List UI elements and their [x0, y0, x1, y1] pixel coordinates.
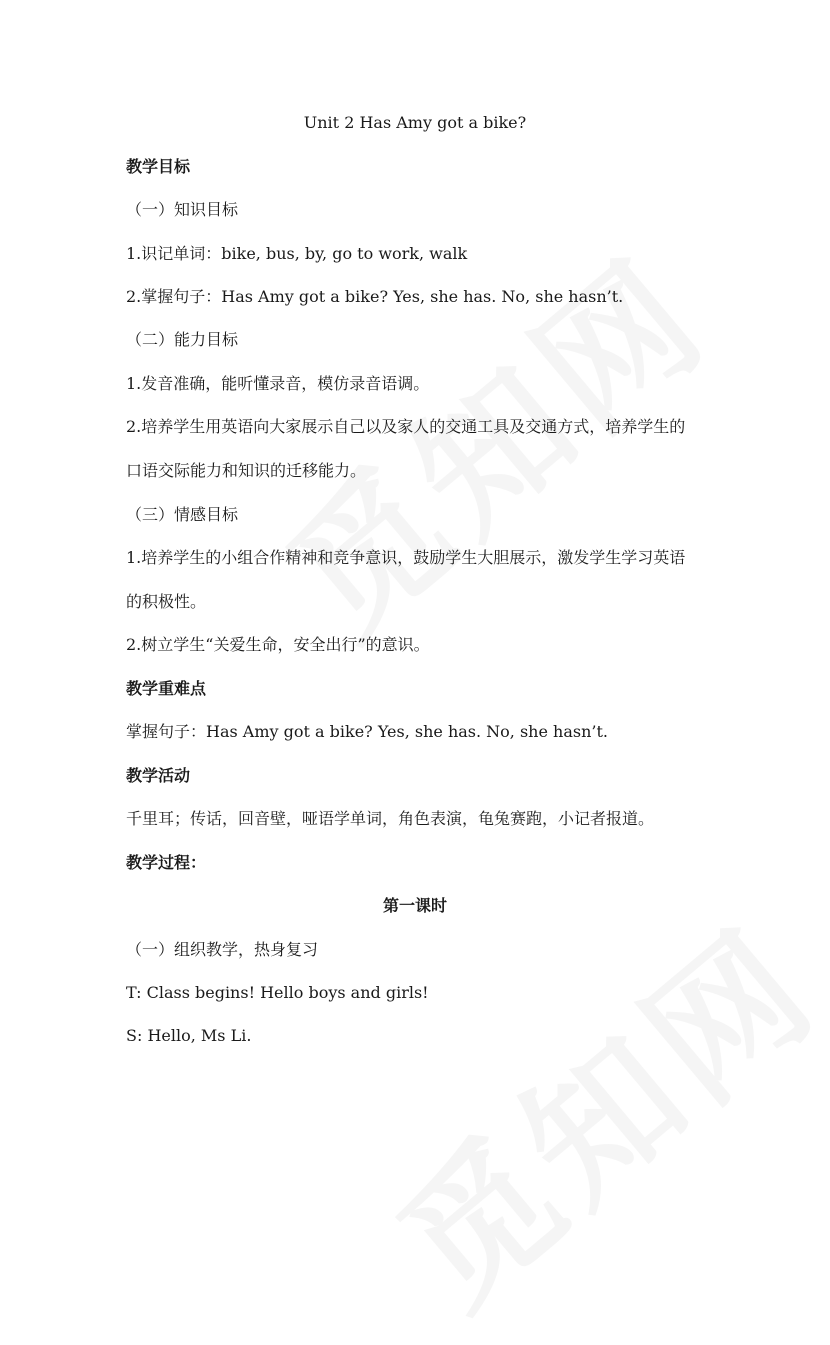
page-title: Unit 2 Has Amy got a bike?	[303, 113, 527, 132]
knowledge-item-1: 1.识记单词：bike, bus, by, go to work, walk	[126, 244, 468, 263]
step-1-heading: （一）组织教学，热身复习	[126, 940, 319, 959]
subheading-emotion: （三）情感目标	[126, 505, 239, 524]
ability-item-1: 1.发音准确，能听懂录音，模仿录音语调。	[126, 374, 430, 393]
emotion-item-1-line-2: 的积极性。	[126, 592, 207, 611]
lesson-title: 第一课时	[382, 896, 447, 915]
dialogue-student-1: S: Hello, Ms Li.	[126, 1026, 252, 1045]
heading-activities: 教学活动	[126, 766, 191, 785]
emotion-item-1-line-1: 1.培养学生的小组合作精神和竞争意识，鼓励学生大胆展示，激发学生学习英语	[126, 548, 686, 567]
ability-item-2-line-1: 2.培养学生用英语向大家展示自己以及家人的交通工具及交通方式，培养学生的	[126, 417, 686, 436]
emotion-item-2: 2.树立学生“关爱生命，安全出行”的意识。	[126, 635, 430, 654]
subheading-ability: （二）能力目标	[126, 330, 239, 349]
subheading-knowledge: （一）知识目标	[126, 200, 239, 219]
ability-item-2-line-2: 口语交际能力和知识的迁移能力。	[126, 461, 367, 480]
heading-process: 教学过程：	[126, 853, 207, 872]
dialogue-teacher-1: T: Class begins! Hello boys and girls!	[126, 983, 429, 1002]
activities-text: 千里耳；传话，回音壁，哑语学单词，角色表演，龟兔赛跑，小记者报道。	[126, 809, 655, 828]
heading-objectives: 教学目标	[126, 157, 191, 176]
keypoints-text: 掌握句子：Has Amy got a bike? Yes, she has. No, she hasn’t.	[126, 722, 609, 741]
watermark-bottom	[347, 871, 830, 1345]
heading-keypoints: 教学重难点	[126, 679, 207, 698]
knowledge-item-2: 2.掌握句子：Has Amy got a bike? Yes, she has. No, she hasn’t.	[126, 287, 624, 306]
